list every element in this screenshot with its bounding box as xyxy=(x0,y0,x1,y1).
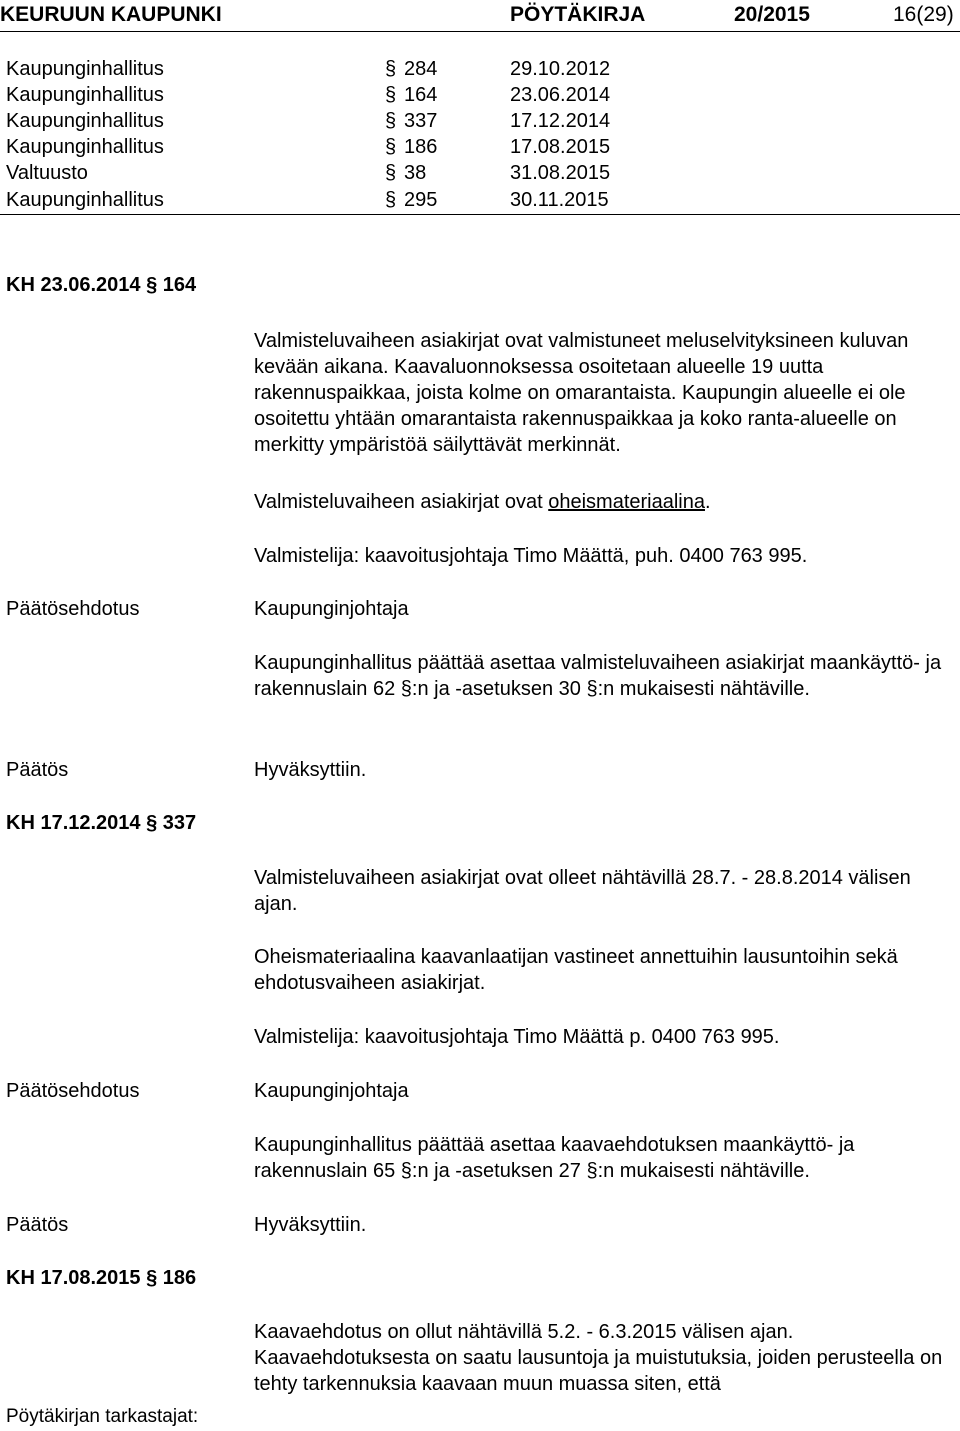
history-number: 38 xyxy=(404,162,427,184)
history-date: 29.10.2012 xyxy=(510,58,611,80)
doc-number: 20/2015 xyxy=(734,3,810,26)
proposer: Kaupunginjohtaja xyxy=(254,1080,409,1102)
body-paragraph: Valmisteluvaiheen asiakirjat ovat olleet nähtävillä 28.7. - 28.8.2014 välisen ajan. xyxy=(254,867,911,915)
history-number: 284 xyxy=(404,58,438,80)
history-body: Kaupunginhallitus xyxy=(6,84,164,106)
section-heading: KH 17.12.2014 § 337 xyxy=(6,812,197,834)
decision-label: Päätös xyxy=(6,1214,69,1236)
proposal-text: Kaupunginhallitus päättää asettaa kaavaehdotuksen maankäyttö- ja rakennuslain 65 §:n ja -asetuksen 27 §:n mukaisesti nähtäville. xyxy=(254,1134,855,1182)
history-body: Valtuusto xyxy=(6,162,88,184)
section-sign: § xyxy=(385,136,397,158)
header-divider xyxy=(0,31,960,32)
section-heading: KH 17.08.2015 § 186 xyxy=(6,1267,197,1289)
proposal-label: Päätösehdotus xyxy=(6,598,140,620)
attachments-note: Valmisteluvaiheen asiakirjat ovat oheismateriaalina. xyxy=(254,491,711,513)
doc-type: PÖYTÄKIRJA xyxy=(510,3,646,26)
section-sign: § xyxy=(385,189,397,211)
history-body: Kaupunginhallitus xyxy=(6,110,164,132)
history-body: Kaupunginhallitus xyxy=(6,189,164,211)
section-sign: § xyxy=(385,84,397,106)
body-paragraph: Oheismateriaalina kaavanlaatijan vastineet annettuihin lausuntoihin sekä ehdotusvaiheen asiakirjat. xyxy=(254,946,898,994)
section-sign: § xyxy=(385,162,397,184)
section-sign: § xyxy=(385,58,397,80)
history-date: 17.12.2014 xyxy=(510,110,611,132)
body-paragraph: Kaavaehdotus on ollut nähtävillä 5.2. - 6.3.2015 välisen ajan. Kaavaehdotuksesta on saatu lausuntoja ja muistutuksia, joiden perusteella on tehty tarkennuksia kaavaan muun muassa siten, että xyxy=(254,1321,943,1395)
history-number: 337 xyxy=(404,110,438,132)
history-date: 17.08.2015 xyxy=(510,136,611,158)
preparer-line: Valmistelija: kaavoitusjohtaja Timo Määttä p. 0400 763 995. xyxy=(254,1026,780,1048)
org-name: KEURUUN KAUPUNKI xyxy=(0,3,222,26)
decision-text: Hyväksyttiin. xyxy=(254,1214,367,1236)
preparer-line: Valmistelija: kaavoitusjohtaja Timo Määttä, puh. 0400 763 995. xyxy=(254,545,808,567)
attachments-link[interactable]: oheismateriaalina xyxy=(548,491,705,513)
body-paragraph: Valmisteluvaiheen asiakirjat ovat valmistuneet meluselvityksineen kuluvan kevään aikana. Kaavaluonnoksessa osoitetaan alueelle 19 uutta rakennuspaikkaa, joista kolme on omarantaista. Kaupungin alueelle ei ole osoitettu yhtään omarantaista rakennuspaikkaa ja koko ranta-alueelle on merkitty ympäristöä säilyttävät merkinnät. xyxy=(254,330,909,456)
proposal-label: Päätösehdotus xyxy=(6,1080,140,1102)
history-body: Kaupunginhallitus xyxy=(6,58,164,80)
page-number: 16(29) xyxy=(893,3,954,26)
section-sign: § xyxy=(385,110,397,132)
section-heading: KH 23.06.2014 § 164 xyxy=(6,274,197,296)
history-date: 31.08.2015 xyxy=(510,162,611,184)
history-body: Kaupunginhallitus xyxy=(6,136,164,158)
decision-text: Hyväksyttiin. xyxy=(254,759,367,781)
history-number: 186 xyxy=(404,136,438,158)
history-divider xyxy=(0,214,960,215)
proposal-text: Kaupunginhallitus päättää asettaa valmisteluvaiheen asiakirjat maankäyttö- ja rakennuslain 62 §:n ja -asetuksen 30 §:n mukaisesti nähtäville. xyxy=(254,652,942,700)
history-date: 23.06.2014 xyxy=(510,84,611,106)
footer-label: Pöytäkirjan tarkastajat: xyxy=(6,1406,199,1427)
history-date: 30.11.2015 xyxy=(510,189,609,211)
history-number: 164 xyxy=(404,84,438,106)
proposer: Kaupunginjohtaja xyxy=(254,598,409,620)
history-number: 295 xyxy=(404,189,438,211)
decision-label: Päätös xyxy=(6,759,69,781)
